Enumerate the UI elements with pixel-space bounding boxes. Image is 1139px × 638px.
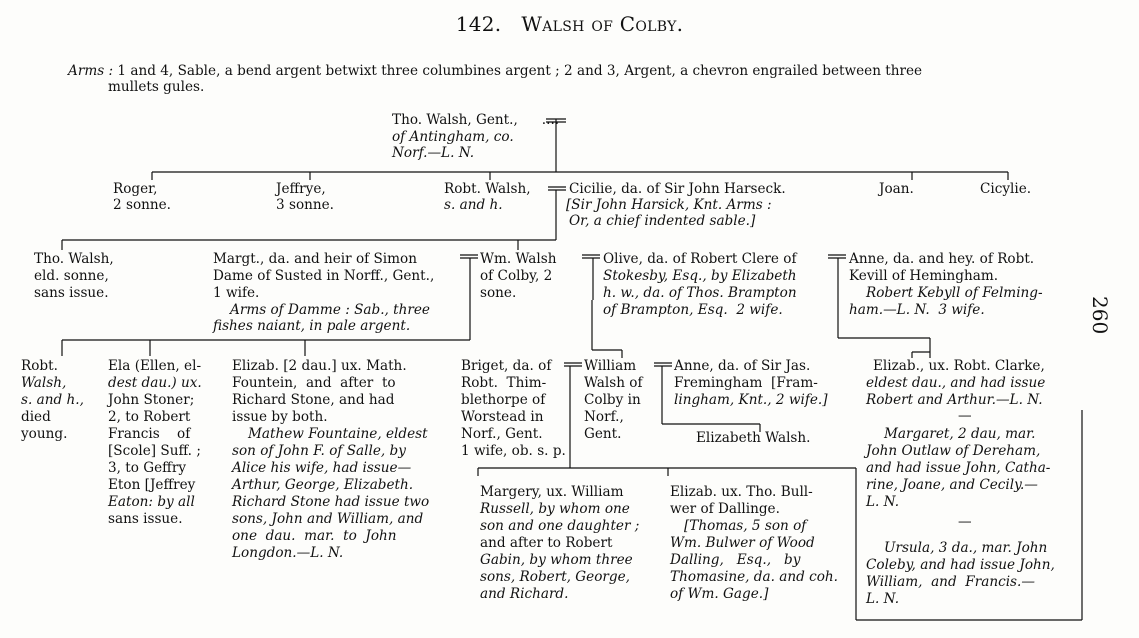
jeffrye-desc: 3 sonne. [276,197,335,213]
robt-young-line-1: Robt. [21,358,58,374]
ela-line-8: Eton [Jeffrey [108,477,196,493]
elizab-clarke-line-2: eldest dau., and had issue [866,375,1046,391]
ela-line-9: Eaton: by all [108,494,195,510]
elizab-fountein-line-11: one dau. mar. to John [232,528,397,544]
elizab-fountein-line-12: Longdon.—L. N. [232,545,344,561]
tho-eld-line-3: sans issue. [34,285,109,301]
robt-young-line-3: s. and h., [21,392,84,408]
robt-walsh-desc: s. and h. [444,197,503,213]
briget-line-3: blethorpe of [461,392,546,408]
margt-note-1: Arms of Damme : Sab., three [230,302,430,318]
elizab-bullwer-line-7: of Wm. Gage.] [670,586,769,602]
anne-fremingham-line-1: Anne, da. of Sir Jas. [674,358,811,374]
elizab-fountein-line-5: Mathew Fountaine, eldest [248,426,428,442]
elizab-fountein-line-3: Richard Stone, and had [232,392,395,408]
roger-name: Roger, [113,181,158,197]
page-number: 260 [1088,296,1112,335]
olive-line-1: Olive, da. of Robert Clere of [603,251,797,267]
robt-young-line-4: died [21,409,51,425]
tho-eld-line-1: Tho. Walsh, [34,251,114,267]
arms-line-2: mullets gules. [108,79,205,95]
margery-line-7: and Richard. [480,586,569,602]
tho-walsh-note-2: Norf.—L. N. [392,145,475,161]
elizab-bullwer-line-2: wer of Dallinge. [670,501,780,517]
anne-fremingham-line-3: lingham, Knt., 2 wife.] [674,392,828,408]
ela-line-6: [Scole] Suff. ; [108,443,201,459]
elizab-bullwer-line-3: [Thomas, 5 son of [684,518,807,534]
olive-line-4: of Brampton, Esq. 2 wife. [603,302,783,318]
unknown-spouse: .... [541,112,560,128]
tho-walsh-gent: Tho. Walsh, Gent., .... [392,112,560,128]
anne-fremingham-line-2: Fremingham [Fram- [674,375,818,391]
robt-young-line-5: young. [21,426,68,442]
margery-line-1: Margery, ux. William [480,484,624,500]
margery-line-5: Gabin, by whom three [480,552,633,568]
ela-line-10: sans issue. [108,511,183,527]
briget-line-5: Norf., Gent. [461,426,543,442]
william-walsh-line-4: Norf., [584,409,624,425]
ursula-line-3: William, and Francis.— [866,574,1035,590]
elizab-fountein-line-4: issue by both. [232,409,328,425]
anne-kevill-line-4: ham.—L. N. 3 wife. [849,302,985,318]
separator-dash-2: — [958,514,972,530]
elizab-clarke-line-3: Robert and Arthur.—L. N. [866,392,1043,408]
margt-note-2: fishes naiant, in pale argent. [213,318,411,334]
robt-walsh-name: Robt. Walsh, [444,181,531,197]
william-walsh-line-1: William [584,358,637,374]
elizab-bullwer-line-5: Dalling, Esq., by [670,552,801,568]
ela-line-7: 3, to Geffry [108,460,186,476]
anne-kevill-line-3: Robert Kebyll of Felming- [866,285,1043,301]
separator-dash-1: — [958,408,972,424]
elizab-bullwer-line-1: Elizab. ux. Tho. Bull- [670,484,813,500]
olive-line-3: h. w., da. of Thos. Brampton [603,285,797,301]
arms-line-1: Arms : 1 and 4, Sable, a bend argent betwixt three columbines argent ; 2 and 3, Argent, a chevron engrailed between three [68,63,923,79]
wm-walsh-line-2: of Colby, 2 [480,268,553,284]
elizab-bullwer-line-6: Thomasine, da. and coh. [670,569,838,585]
jeffrye-name: Jeffrye, [276,181,326,197]
tho-walsh-note-1: of Antingham, co. [392,129,514,145]
ela-line-4: 2, to Robert [108,409,191,425]
elizab-fountein-line-2: Fountein, and after to [232,375,396,391]
cicylie-name: Cicylie. [980,181,1032,197]
margt-line-1: Margt., da. and heir of Simon [213,251,417,267]
elizab-fountein-line-8: Arthur, George, Elizabeth. [232,477,414,493]
joan-name: Joan. [879,181,914,197]
margaret-line-4: rine, Joane, and Cecily.— [866,477,1038,493]
ela-line-3: John Stoner; [108,392,195,408]
title-name: Walsh of Colby. [521,12,684,36]
tho-eld-line-2: eld. sonne, [34,268,109,284]
briget-line-4: Worstead in [461,409,544,425]
ursula-line-2: Coleby, and had issue John, [866,557,1055,573]
margery-line-4: and after to Robert [480,535,613,551]
wm-walsh-line-3: sone. [480,285,517,301]
anne-kevill-line-1: Anne, da. and hey. of Robt. [849,251,1035,267]
margaret-line-3: and had issue John, Catha- [866,460,1051,476]
cicilie-name: Cicilie, da. of Sir John Harseck. [569,181,786,197]
margery-line-2: Russell, by whom one [480,501,630,517]
ela-line-1: Ela (Ellen, el- [108,358,202,374]
ursula-line-4: L. N. [866,591,900,607]
briget-line-6: 1 wife, ob. s. p. [461,443,566,459]
elizab-fountein-line-10: sons, John and William, and [232,511,424,527]
elizab-fountein-line-6: son of John F. of Salle, by [232,443,406,459]
elizabeth-walsh: Elizabeth Walsh. [696,430,811,446]
roger-desc: 2 sonne. [113,197,172,213]
cicilie-note-1: [Sir John Harsick, Knt. Arms : [566,197,772,213]
elizab-fountein-line-9: Richard Stone had issue two [232,494,430,510]
william-walsh-line-5: Gent. [584,426,622,442]
margery-line-6: sons, Robert, George, [480,569,630,585]
elizab-clarke-line-1: Elizab., ux. Robt. Clarke, [873,358,1045,374]
ela-line-2: dest dau.) ux. [108,375,202,391]
briget-line-1: Briget, da. of [461,358,552,374]
margt-line-3: 1 wife. [213,285,260,301]
robt-young-line-2: Walsh, [21,375,67,391]
olive-line-2: Stokesby, Esq., by Elizabeth [603,268,797,284]
william-walsh-line-2: Walsh of [584,375,643,391]
ela-line-5: Francis of [108,426,191,442]
arms-label: Arms : [68,63,114,79]
briget-line-2: Robt. Thim- [461,375,547,391]
elizab-bullwer-line-4: Wm. Bulwer of Wood [670,535,815,551]
elizab-fountein-line-1: Elizab. [2 dau.] ux. Math. [232,358,407,374]
william-walsh-line-3: Colby in [584,392,641,408]
ursula-line-1: Ursula, 3 da., mar. John [884,540,1048,556]
wm-walsh-line-1: Wm. Walsh [480,251,557,267]
title-number: 142. [455,12,502,36]
anne-kevill-line-2: Kevill of Hemingham. [849,268,999,284]
cicilie-note-2: Or, a chief indented sable.] [569,213,756,229]
elizab-fountein-line-7: Alice his wife, had issue— [232,460,412,476]
margaret-line-2: John Outlaw of Dereham, [866,443,1041,459]
margery-line-3: son and one daughter ; [480,518,640,534]
margt-line-2: Dame of Susted in Norff., Gent., [213,268,435,284]
margaret-line-1: Margaret, 2 dau, mar. [884,426,1036,442]
margaret-line-5: L. N. [866,494,900,510]
